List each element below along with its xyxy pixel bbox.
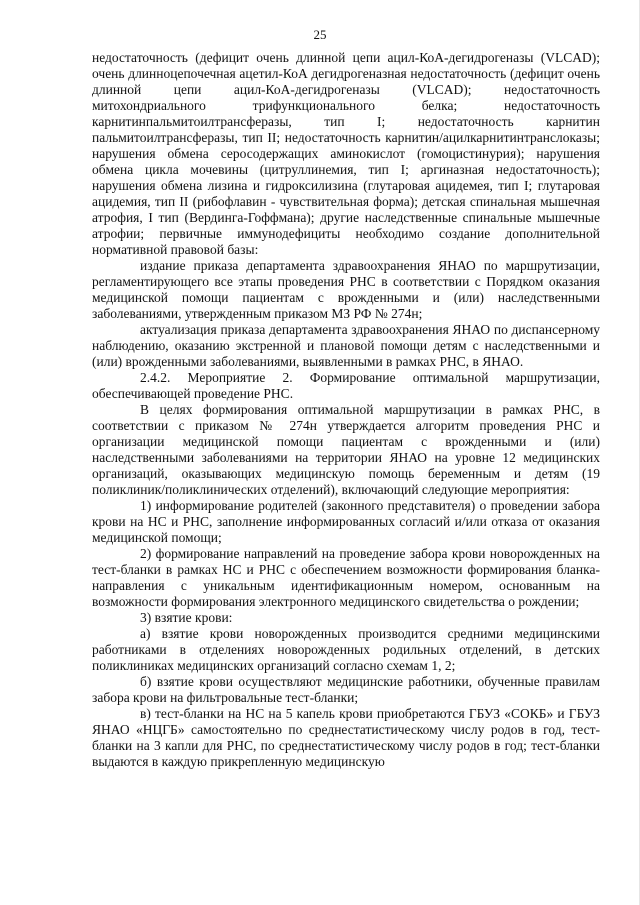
list-item: 3) взятие крови: [140,610,233,625]
paragraph: В целях формирования оптимальной маршрутизации в рамках РНС, в соответствии с приказом № 274н утверждается алгоритм проведения РНС и организации медицинской помощи пациентам с врожденными и (или) наследственными заболеваниями на территории ЯНАО на уровне 12 медицинских организаций, оказывающих медицинскую помощь беременным и детям (19 поликлиник/поликлинических отделений), включающий следующие мероприятия: [92,402,600,497]
page-number: 25 [313,27,327,42]
list-item: 2) формирование направлений на проведение забора крови новорожденных на тест-бланки в рамках НС и РНС с обеспечением возможности формирования бланка-направления с уникальным идентификационным номером, основанным на возможности формирования электронного медицинского свидетельства о рождении; [92,546,600,609]
paragraph: недостаточность (дефицит очень длинной цепи ацил-КоА-дегидрогеназы (VLCAD); очень длинноцепочечная ацетил-КоА дегидрогеназная недостаточность (дефицит очень длинной цепи ацил-КоА-дегидрогеназы (VLCAD); недостаточность митохондриального трифункционального белка; недостаточность карнитинпальмитоилтрансферазы, тип I; недостаточность карнитин пальмитоилтрансферазы, тип II; недостаточность карнитин/ацилкарнитинтранслоказы; нарушения обмена серосодержащих аминокислот (гомоцистинурия); нарушения обмена цикла мочевины (цитруллинемия, тип I; аргиназная недостаточность); нарушения обмена лизина и гидроксилизина (глутаровая ацидемея, тип I; глутаровая ацидемия, тип II (рибофлавин - чувствительная форма); детская спинальная мышечная атрофия, I тип (Вердинга-Гоффмана); другие наследственные спинальные мышечные атрофии; первичные иммунодефициты необходимо создание дополнительной нормативной правовой базы: [92,50,600,257]
list-item: б) взятие крови осуществляют медицинские работники, обученные правилам забора крови на фильтровальные тест-бланки; [92,674,600,705]
paragraph: 2.4.2. Мероприятие 2. Формирование оптимальной маршрутизации, обеспечивающей проведение РНС. [92,370,600,401]
paragraph: издание приказа департамента здравоохранения ЯНАО по маршрутизации, регламентирующего все этапы проведения РНС в соответствии с Порядком оказания медицинской помощи пациентам с врожденными и (или) наследственными заболеваниями, утвержденным приказом МЗ РФ № 274н; [92,258,600,321]
list-item: в) тест-бланки на НС на 5 капель крови приобретаются ГБУЗ «СОКБ» и ГБУЗ ЯНАО «НЦГБ» самостоятельно по среднестатистическому числу родов в год, тест-бланки на 3 капли для РНС, по среднестатистическому числу родов в год; тест-бланки выдаются в каждую прикрепленную медицинскую [92,706,600,769]
paragraph: актуализация приказа департамента здравоохранения ЯНАО по диспансерному наблюдению, оказанию экстренной и плановой помощи детям с наследственными и (или) врожденными заболеваниями, выявленными в рамках РНС, в ЯНАО. [92,322,600,369]
document-body [92,50,600,770]
list-item: а) взятие крови новорожденных производится средними медицинскими работниками в отделениях новорожденных родильных отделений, в детских поликлиниках медицинских организаций согласно схемам 1, 2; [92,626,600,673]
list-item: 1) информирование родителей (законного представителя) о проведении забора крови на НС и РНС, заполнение информированных согласий и/или отказа от оказания медицинской помощи; [92,498,600,545]
